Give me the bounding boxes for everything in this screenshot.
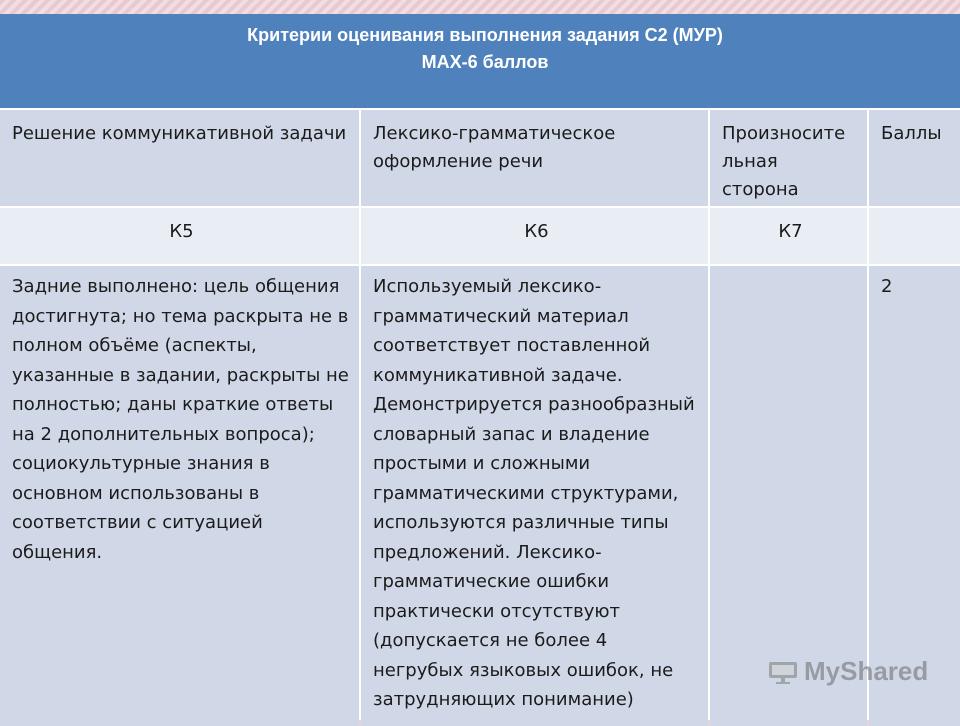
code-score: [869, 208, 960, 264]
code-k6: К6: [361, 208, 708, 264]
table-title: Критерии оценивания выполнения задания С2 (МУР): [247, 25, 723, 45]
code-k7: К7: [710, 208, 867, 264]
code-k5: К5: [0, 208, 359, 264]
column-header-communicative: Решение коммуникативной задачи: [0, 110, 359, 206]
score-value: 2: [869, 266, 960, 726]
column-header-pronunciation: Произносите льная сторона: [710, 110, 867, 206]
watermark-text: MyShared: [804, 656, 929, 686]
column-header-lexical: Лексико-грамматическое оформление речи: [361, 110, 708, 206]
criteria-table: [0, 14, 960, 720]
k6-description: Используемый лексико-грамматический материал соответствует поставленной коммуникативной задаче. Демонстрируется разнообразный словарный запас и владение простыми и сложными грамматическими структурами, используются различные типы предложений. Лексико-грамматические ошибки практически отсутствуют (допускается не более 4 негрубых языковых ошибок, не затрудняющих понимание): [361, 266, 708, 726]
watermark: [768, 656, 928, 687]
table-header: [0, 14, 960, 108]
projector-icon: [768, 659, 798, 685]
table-subtitle: MAX-6 баллов: [421, 52, 549, 72]
k5-description: Задние выполнено: цель общения достигнута; но тема раскрыта не в полном объёме (аспекты, указанные в задании, раскрыты не полностью; даны краткие ответы на 2 дополнительных вопроса); социокультурные знания в основном использованы в соответствии с ситуацией общения.: [0, 266, 359, 726]
column-header-score: Баллы: [869, 110, 960, 206]
